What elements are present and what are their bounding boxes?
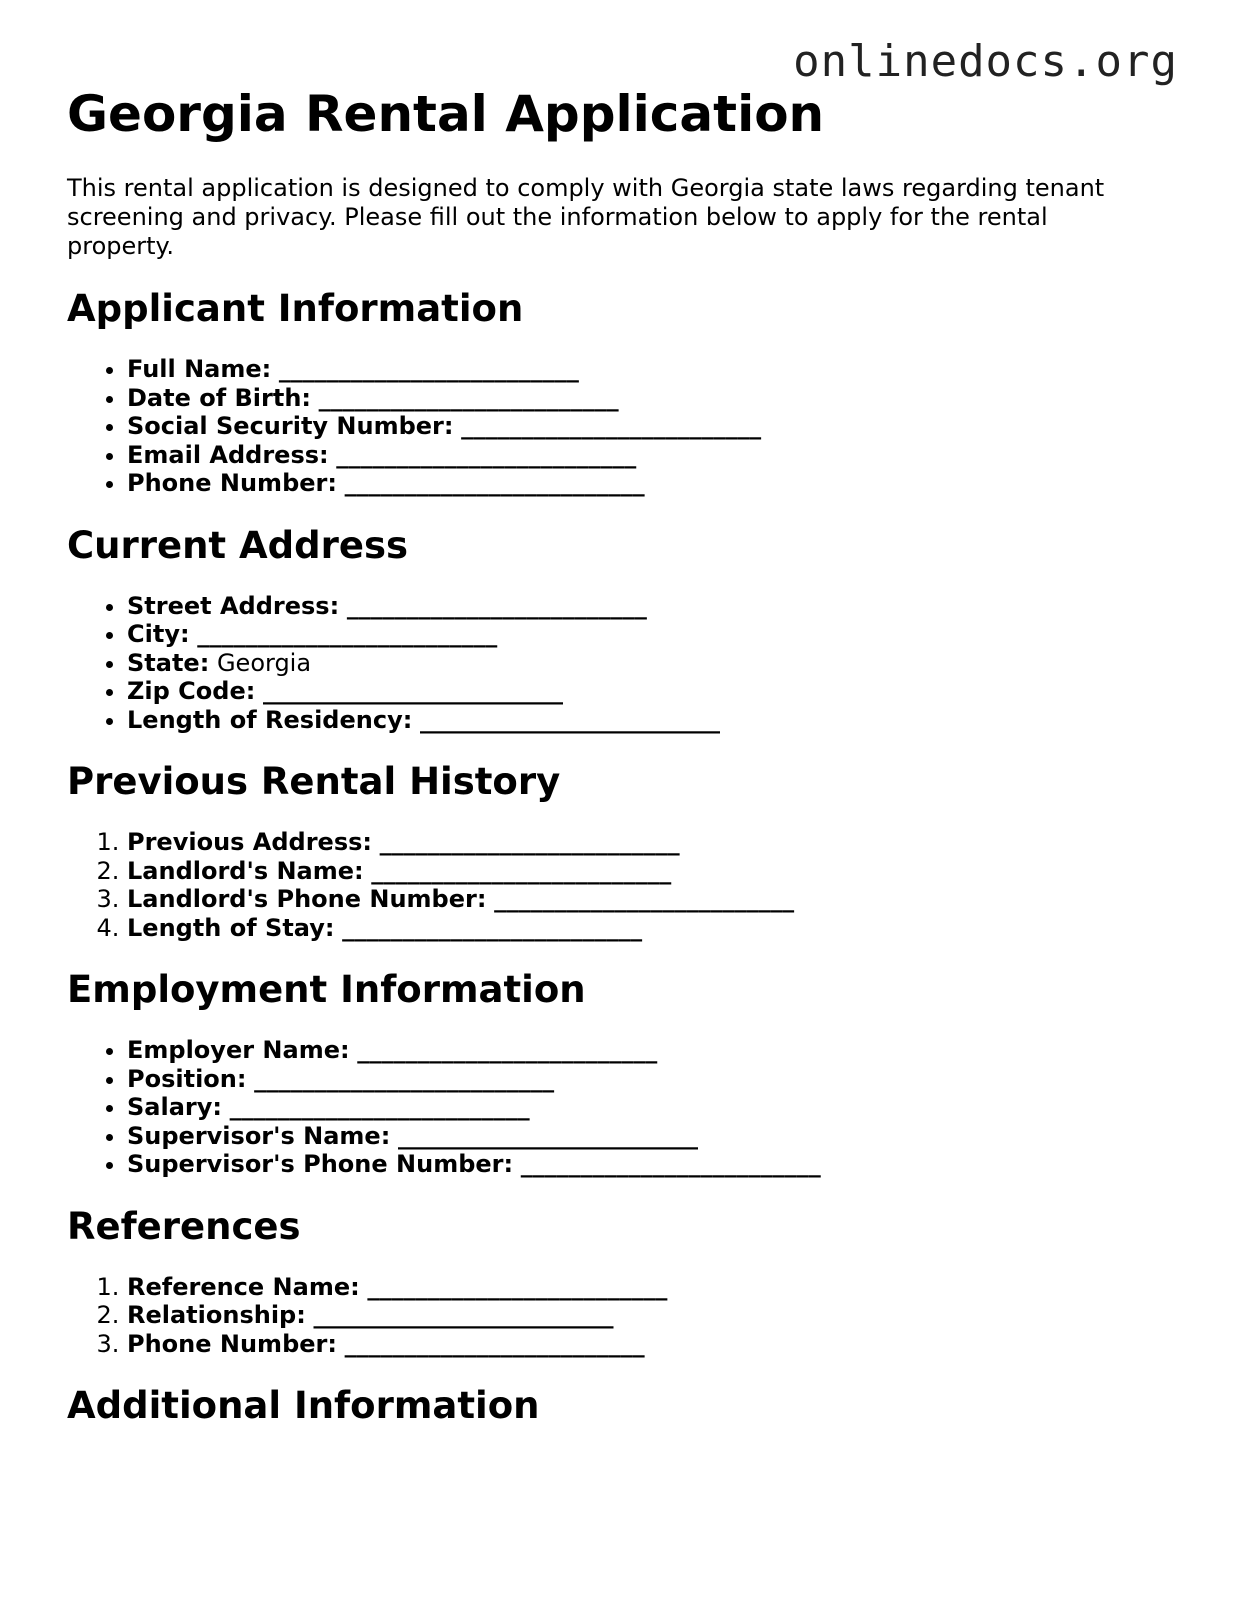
form-field — [127, 1093, 1177, 1122]
form-field — [127, 1122, 1177, 1151]
field-label: Phone Number: — [127, 469, 337, 497]
blank-line: _________________________ — [197, 620, 498, 648]
field-label: Full Name: — [127, 355, 272, 383]
section-heading: Employment Information — [67, 968, 586, 1011]
section-current-address — [67, 524, 1177, 735]
field-label: Supervisor's Phone Number: — [127, 1150, 514, 1178]
section-heading: Current Address — [67, 523, 408, 567]
bullet-list — [67, 592, 1177, 735]
field-label: Landlord's Phone Number: — [127, 885, 487, 913]
form-field — [127, 1150, 1177, 1179]
form-field — [127, 355, 1177, 384]
field-label: Social Security Number: — [127, 412, 454, 440]
blank-line: _________________________ — [346, 591, 647, 620]
field-label: Supervisor's Name: — [127, 1121, 391, 1150]
form-field — [127, 885, 1177, 914]
blank-line: _________________________ — [520, 1150, 821, 1178]
watermark: onlinedocs.org — [793, 36, 1178, 87]
form-field — [127, 857, 1177, 886]
field-value: Georgia — [216, 648, 312, 677]
section-references — [67, 1205, 1177, 1359]
bullet-list — [67, 1036, 1177, 1179]
section-heading: Previous Rental History — [67, 760, 561, 803]
blank-line: _________________________ — [379, 828, 680, 856]
form-field — [127, 1301, 1177, 1330]
blank-line: _________________________ — [367, 1272, 668, 1301]
blank-line: _________________________ — [262, 677, 563, 705]
form-field — [127, 828, 1177, 857]
blank-line: _________________________ — [318, 383, 619, 412]
field-label: Reference Name: — [127, 1272, 360, 1301]
form-field — [127, 649, 1177, 678]
form-sections — [67, 287, 1177, 1428]
form-field — [127, 677, 1177, 706]
blank-line: _________________________ — [371, 856, 672, 885]
blank-line: _________________________ — [344, 1329, 645, 1358]
form-field — [127, 1036, 1177, 1065]
blank-line: _________________________ — [278, 355, 579, 383]
field-label: Relationship: — [127, 1301, 306, 1329]
field-label: Date of Birth: — [127, 383, 312, 412]
page-title: Georgia Rental Application — [67, 85, 825, 143]
form-field — [127, 1330, 1177, 1359]
blank-line: _________________________ — [461, 412, 762, 440]
section-additional-information — [67, 1384, 1177, 1428]
section-applicant-information — [67, 287, 1177, 498]
blank-line: _________________________ — [419, 705, 720, 734]
blank-line: _________________________ — [397, 1121, 698, 1150]
blank-line: _________________________ — [313, 1301, 614, 1329]
document-page — [67, 84, 1177, 1428]
field-label: Email Address: — [127, 440, 329, 469]
form-field — [127, 384, 1177, 413]
numbered-list — [67, 828, 1177, 942]
form-field — [127, 469, 1177, 498]
field-label: Employer Name: — [127, 1036, 350, 1064]
form-field — [127, 441, 1177, 470]
field-label: Street Address: — [127, 591, 340, 620]
blank-line: _________________________ — [494, 885, 795, 913]
blank-line: _________________________ — [342, 913, 643, 942]
field-label: Position: — [127, 1064, 247, 1093]
form-field — [127, 620, 1177, 649]
blank-line: _________________________ — [357, 1036, 658, 1064]
field-label: State: — [127, 648, 210, 677]
section-heading: References — [67, 1204, 301, 1248]
field-label: Length of Residency: — [127, 705, 413, 734]
field-label: Phone Number: — [127, 1329, 337, 1358]
section-employment-information — [67, 968, 1177, 1179]
form-field — [127, 1065, 1177, 1094]
section-heading: Additional Information — [67, 1384, 540, 1427]
field-label: Previous Address: — [127, 828, 373, 856]
form-field — [127, 706, 1177, 735]
blank-line: _________________________ — [344, 469, 645, 497]
intro-paragraph: This rental application is designed to comply with Georgia state laws regarding tenant screening and privacy. Please fill out the information below to apply for the rental property. — [67, 174, 1105, 260]
blank-line: _________________________ — [336, 440, 637, 469]
field-label: Salary: — [127, 1093, 222, 1121]
field-label: City: — [127, 620, 190, 648]
field-label: Landlord's Name: — [127, 856, 364, 885]
blank-line: _________________________ — [229, 1093, 530, 1121]
blank-line: _________________________ — [254, 1064, 555, 1093]
bullet-list — [67, 355, 1177, 498]
numbered-list — [67, 1273, 1177, 1359]
section-previous-rental-history — [67, 760, 1177, 942]
form-field — [127, 592, 1177, 621]
form-field — [127, 412, 1177, 441]
form-field — [127, 914, 1177, 943]
field-label: Length of Stay: — [127, 913, 335, 942]
section-heading: Applicant Information — [67, 287, 524, 330]
field-label: Zip Code: — [127, 677, 256, 705]
form-field — [127, 1273, 1177, 1302]
